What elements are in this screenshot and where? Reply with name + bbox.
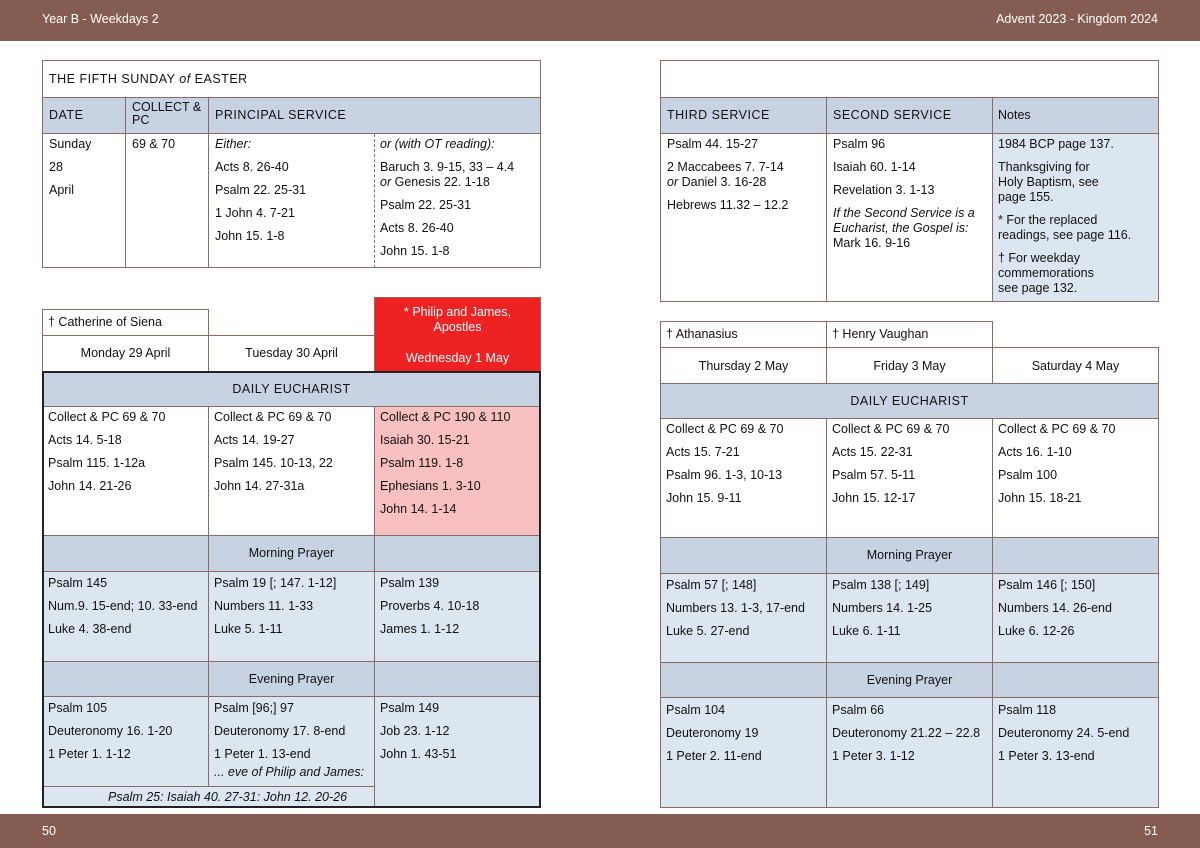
header-bar [0, 0, 1200, 41]
morning-wednesday: Psalm 139 Proverbs 4. 10-18 James 1. 1-12 [380, 576, 480, 636]
eucharist-tuesday: Collect & PC 69 & 70 Acts 14. 19-27 Psalm 145. 10-13, 22 John 14. 27-31a [214, 410, 333, 493]
evening-tuesday: Psalm [96;] 97 Deuteronomy 17. 8-end 1 Peter 1. 13-end ... eve of Philip and James: [214, 701, 365, 779]
commem-vaughan: † Henry Vaughan [832, 327, 929, 341]
ot-readings: or (with OT reading): Baruch 3. 9-15, 33 – 4.4 or Genesis 22. 1-18 Psalm 22. 25-31 Acts 8. 26-40 John 15. 1-8 [380, 137, 515, 258]
morning-prayer-label: Morning Prayer [44, 536, 539, 571]
daily-eucharist-label: DAILY EUCHARIST [44, 373, 539, 406]
evening-thursday: Psalm 104 Deuteronomy 19 1 Peter 2. 11-end [666, 703, 762, 763]
col-third: THIRD SERVICE [667, 108, 770, 122]
header-right: Advent 2023 - Kingdom 2024 [996, 12, 1158, 26]
morning-saturday: Psalm 146 [; 150] Numbers 14. 26-end Luke 6. 12-26 [998, 578, 1112, 638]
morning-tuesday: Psalm 19 [; 147. 1-12] Numbers 11. 1-33 Luke 5. 1-11 [214, 576, 337, 636]
morning-thursday: Psalm 57 [; 148] Numbers 13. 1-3, 17-end Luke 5. 27-end [666, 578, 805, 638]
sunday-title: THE FIFTH SUNDAY of EASTER [49, 72, 248, 86]
page-number-left: 50 [42, 824, 56, 838]
evening-wednesday: Psalm 149 Job 23. 1-12 John 1. 43-51 [380, 701, 457, 761]
eucharist-saturday: Collect & PC 69 & 70 Acts 16. 1-10 Psalm 100 John 15. 18-21 [998, 422, 1116, 505]
morning-monday: Psalm 145 Num.9. 15-end; 10. 33-end Luke 4. 38-end [48, 576, 198, 636]
commem-athanasius: † Athanasius [666, 327, 738, 341]
eucharist-friday: Collect & PC 69 & 70 Acts 15. 22-31 Psalm 57. 5-11 John 15. 12-17 [832, 422, 950, 505]
commem-catherine: † Catherine of Siena [48, 315, 162, 329]
footer-bar [0, 814, 1200, 848]
day-thursday: Thursday 2 May [698, 359, 789, 373]
eucharist-monday: Collect & PC 69 & 70 Acts 14. 5-18 Psalm 115. 1-12a John 14. 21-26 [48, 410, 166, 493]
sunday-date: Sunday 28 April [49, 137, 92, 197]
eucharist-wednesday: Collect & PC 190 & 110 Isaiah 30. 15-21 Psalm 119. 1-8 Ephesians 1. 3-10 John 14. 1-14 [380, 410, 511, 516]
day-friday: Friday 3 May [873, 359, 946, 373]
morning-prayer-label-right: Morning Prayer [661, 538, 1158, 573]
col-principal: PRINCIPAL SERVICE [215, 108, 347, 122]
third-service: Psalm 44. 15-27 2 Maccabees 7. 7-14 or Daniel 3. 16-28 Hebrews 11.32 – 12.2 [667, 137, 789, 212]
evening-saturday: Psalm 118 Deuteronomy 24. 5-end 1 Peter 3. 13-end [998, 703, 1130, 763]
morning-friday: Psalm 138 [; 149] Numbers 14. 1-25 Luke 6. 1-11 [832, 578, 933, 638]
day-monday: Monday 29 April [80, 346, 171, 360]
notes: 1984 BCP page 137. Thanksgiving for Holy Baptism, see page 155. * For the replaced readings, see page 116. † For weekday commemorations see page 132. [998, 137, 1132, 295]
evening-friday: Psalm 66 Deuteronomy 21.22 – 22.8 1 Peter 3. 1-12 [832, 703, 981, 763]
evening-monday: Psalm 105 Deuteronomy 16. 1-20 1 Peter 1. 1-12 [48, 701, 173, 761]
day-tuesday: Tuesday 30 April [245, 346, 338, 360]
col-notes: Notes [998, 108, 1031, 122]
col-second: SECOND SERVICE [833, 108, 952, 122]
col-date: DATE [49, 108, 84, 122]
daily-eucharist-label-right: DAILY EUCHARIST [661, 384, 1158, 418]
evening-prayer-label: Evening Prayer [44, 662, 539, 696]
second-service: Psalm 96 Isaiah 60. 1-14 Revelation 3. 1-13 If the Second Service is a Eucharist, the Gospel is: Mark 16. 9-16 [833, 137, 975, 250]
either-readings: Either: Acts 8. 26-40 Psalm 22. 25-31 1 John 4. 7-21 John 15. 1-8 [215, 137, 307, 243]
eve-readings: Psalm 25: Isaiah 40. 27-31: John 12. 20-26 [108, 790, 348, 804]
header-left: Year B - Weekdays 2 [42, 12, 159, 26]
page-number-right: 51 [1144, 824, 1158, 838]
eucharist-thursday: Collect & PC 69 & 70 Acts 15. 7-21 Psalm 96. 1-3, 10-13 John 15. 9-11 [666, 422, 784, 505]
evening-prayer-label-right: Evening Prayer [661, 663, 1158, 697]
col-collect: COLLECT & PC [132, 101, 202, 127]
feast-header: * Philip and James, Apostles Wednesday 1 May [374, 297, 541, 372]
day-saturday: Saturday 4 May [1031, 359, 1120, 373]
sunday-collect: 69 & 70 [132, 137, 176, 151]
